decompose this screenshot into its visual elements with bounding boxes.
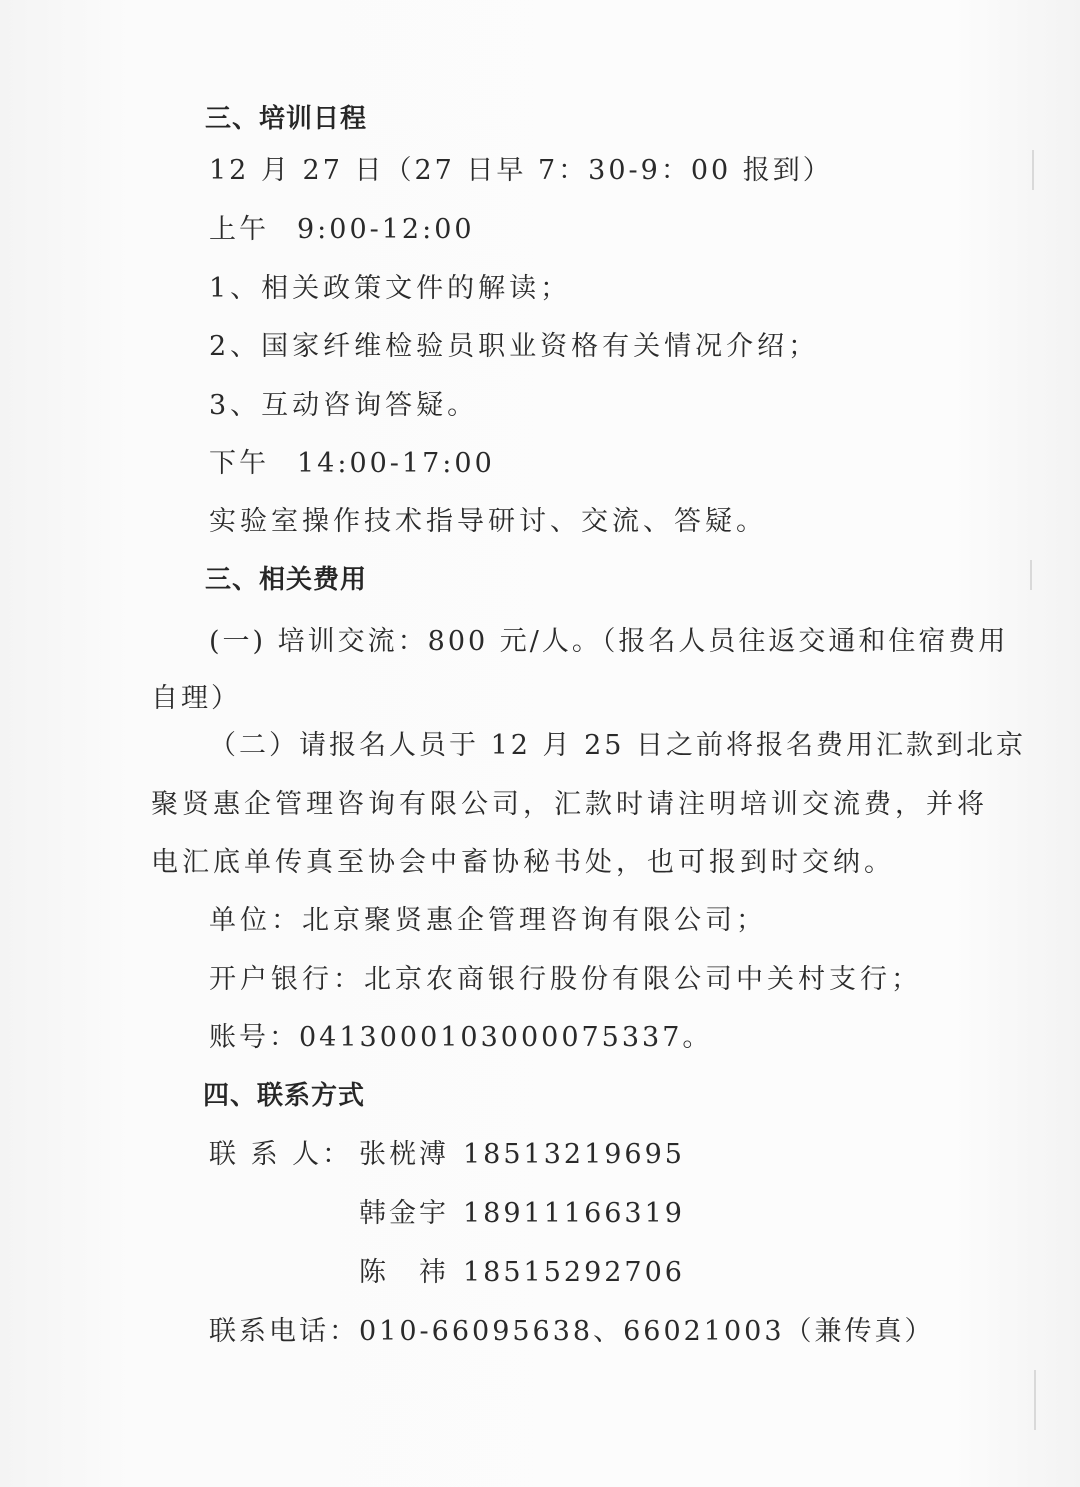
fee2-line1: （二）请报名人员于 12 月 25 日之前将报名费用汇款到北京 (209, 730, 1027, 761)
afternoon-session (209, 446, 495, 482)
fee2-line3: 电汇底单传真至协会中畜协秘书处，也可报到时交纳。 (151, 847, 895, 878)
contact-row-1 (209, 1137, 685, 1173)
unit-line: 单位：北京聚贤惠企管理咨询有限公司； (209, 905, 767, 936)
section-heading-contact: 四、联系方式 (203, 1081, 366, 1111)
morning-label: 上午 (209, 214, 269, 245)
contact-name: 陈 祎 (359, 1257, 449, 1288)
morning-time: 9:00-12:00 (297, 214, 475, 245)
contact-row-2 (359, 1196, 685, 1232)
afternoon-item: 实验室操作技术指导研讨、交流、答疑。 (209, 506, 767, 537)
contact-name: 韩金宇 (359, 1198, 449, 1229)
morning-item-3: 3、互动咨询答疑。 (209, 390, 479, 421)
fee1-line1: (一) 培训交流：800 元/人。（报名人员往返交通和住宿费用 (209, 626, 1009, 657)
schedule-date: 12 月 27 日（27 日早 7：30-9：00 报到） (209, 155, 833, 186)
scan-artifact (1030, 560, 1032, 590)
contact-phone: 18515292706 (463, 1257, 685, 1288)
section-heading-fees: 三、相关费用 (205, 565, 368, 595)
fee2-line2: 聚贤惠企管理咨询有限公司，汇款时请注明培训交流费，并将 (151, 789, 988, 820)
scan-artifact (1034, 1370, 1036, 1430)
afternoon-label: 下午 (209, 448, 269, 479)
fee1-line2: 自理） (151, 683, 241, 714)
contact-label: 联 系 人： (209, 1139, 353, 1170)
contact-phone: 18911166319 (463, 1198, 685, 1229)
afternoon-time: 14:00-17:00 (297, 448, 495, 479)
bank-line: 开户银行：北京农商银行股份有限公司中关村支行； (209, 964, 922, 995)
section-heading-schedule: 三、培训日程 (205, 104, 368, 134)
contact-row-3 (359, 1255, 685, 1291)
morning-item-2: 2、国家纤维检验员职业资格有关情况介绍； (209, 331, 820, 362)
contact-name: 张桄溥 (359, 1139, 449, 1170)
contact-phone: 18513219695 (463, 1139, 685, 1170)
phone-line: 联系电话：010-66095638、66021003（兼传真） (209, 1316, 935, 1347)
morning-session (209, 212, 475, 248)
morning-item-1: 1、相关政策文件的解读； (209, 273, 572, 304)
account-line: 账号：0413000103000075337。 (209, 1022, 713, 1053)
scan-artifact (1032, 150, 1034, 190)
